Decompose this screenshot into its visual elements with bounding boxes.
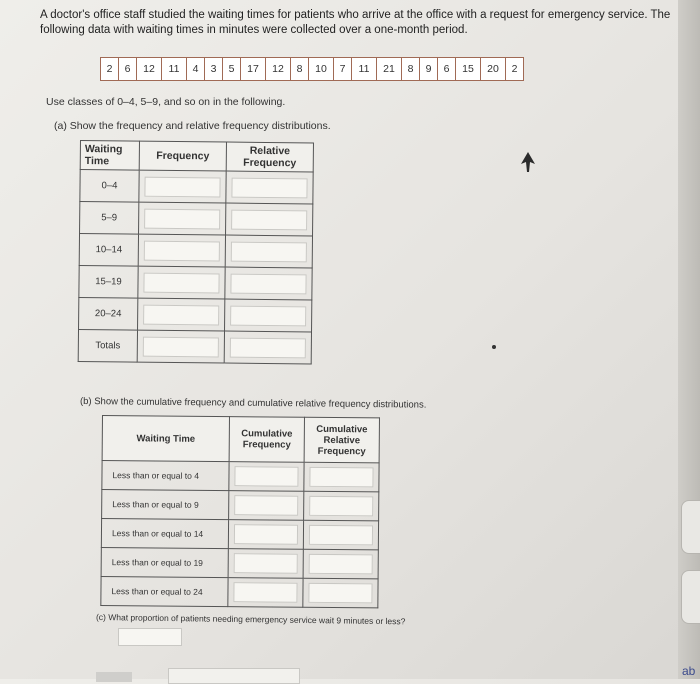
relative-frequency-total-cell [224,331,311,364]
relative-frequency-cell [226,171,313,204]
data-value: 5 [223,58,241,81]
cumulative-relative-frequency-cell [304,462,379,492]
cumulative-relative-frequency-cell [303,520,378,550]
relative-frequency-input[interactable] [231,209,307,230]
table-row [101,547,378,578]
totals-row [78,329,311,363]
frequency-input[interactable] [143,272,219,293]
cumulative-relative-frequency-input[interactable] [309,496,373,517]
table-row [102,490,379,521]
cumulative-frequency-input[interactable] [234,553,298,574]
frequency-input[interactable] [143,304,219,325]
header-frequency: Frequency [139,141,226,171]
header-cumulative-relative-frequency: Cumulative Relative Frequency [304,417,379,463]
submit-button[interactable] [96,672,132,682]
cumulative-frequency-input[interactable] [233,582,297,603]
cumulative-relative-frequency-input[interactable] [309,467,373,488]
cumulative-relative-frequency-input[interactable] [308,583,372,604]
cumulative-class-label: Less than or equal to 14 [101,519,228,549]
cursor-arrow-icon [520,151,536,173]
class-label: 0–4 [80,170,139,203]
header-relative-frequency: Relative Frequency [226,142,313,172]
data-value: 11 [352,58,377,81]
cumulative-frequency-cell [229,491,304,521]
waiting-times-data-table [100,57,524,81]
frequency-table [78,140,314,364]
classes-note: Use classes of 0–4, 5–9, and so on in the following. [46,96,286,108]
edge-button[interactable] [681,500,700,554]
frequency-total-cell [137,330,224,363]
cumulative-table [100,415,380,608]
header-cumulative-frequency: Cumulative Frequency [229,417,304,463]
data-value: 10 [309,58,334,81]
edge-button[interactable] [681,570,700,624]
frequency-total-input[interactable] [143,336,219,357]
part-a-prompt: (a) Show the frequency and relative frequency distributions. [54,120,331,132]
edge-text: ab [682,664,696,678]
data-value: 8 [291,58,309,81]
cumulative-class-label: Less than or equal to 9 [102,490,229,520]
class-label: 15–19 [79,265,138,298]
data-value: 2 [101,58,119,81]
data-value: 3 [205,58,223,81]
data-value: 8 [402,58,420,81]
data-value: 11 [162,58,187,81]
cumulative-class-label: Less than or equal to 4 [102,461,229,491]
relative-frequency-input[interactable] [231,177,307,198]
header-waiting-time: Waiting Time [80,141,139,171]
cumulative-relative-frequency-cell [303,578,378,608]
relative-frequency-total-input[interactable] [230,337,306,358]
cumulative-relative-frequency-cell [303,549,378,579]
data-value: 12 [137,58,162,81]
data-value: 20 [481,58,506,81]
part-b-prompt: (b) Show the cumulative frequency and cumulative relative frequency distributions. [79,396,427,411]
cumulative-frequency-cell [228,578,303,608]
relative-frequency-cell [225,267,312,300]
data-value: 9 [420,58,438,81]
answer-bar[interactable] [168,668,300,684]
frequency-input[interactable] [144,208,220,229]
data-value: 4 [187,58,205,81]
header-waiting-time: Waiting Time [102,416,229,462]
cumulative-frequency-input[interactable] [234,466,298,487]
cumulative-frequency-input[interactable] [234,524,298,545]
frequency-input[interactable] [144,176,220,197]
table-row [79,265,312,299]
frequency-cell [138,266,225,299]
data-value: 6 [119,58,137,81]
table-row [101,576,378,607]
cumulative-frequency-cell [229,462,304,492]
data-value: 17 [241,58,266,81]
frequency-table-header [80,141,313,172]
cumulative-class-label: Less than or equal to 19 [101,547,228,577]
data-value: 6 [438,58,456,81]
screen-speck [492,345,496,349]
data-value: 2 [506,58,524,81]
relative-frequency-cell [225,235,312,268]
cumulative-frequency-input[interactable] [234,495,298,516]
cumulative-relative-frequency-input[interactable] [309,525,373,546]
cumulative-table-header [102,416,379,463]
table-row [79,234,312,268]
table-row [101,519,378,550]
class-label: 5–9 [80,202,139,235]
relative-frequency-cell [225,299,312,332]
relative-frequency-cell [226,203,313,236]
part-c-prompt: (c) What proportion of patients needing emergency service wait 9 minutes or less? [95,612,406,627]
data-value: 7 [334,58,352,81]
table-row [80,202,313,236]
frequency-cell [139,202,226,235]
relative-frequency-input[interactable] [230,305,306,326]
relative-frequency-input[interactable] [231,241,307,262]
frequency-cell [139,170,226,203]
cumulative-class-label: Less than or equal to 24 [101,576,228,606]
cumulative-frequency-cell [228,549,303,579]
frequency-cell [138,234,225,267]
table-row [102,461,379,492]
frequency-input[interactable] [144,240,220,261]
relative-frequency-input[interactable] [230,273,306,294]
class-label: 10–14 [79,234,138,267]
data-value: 15 [456,58,481,81]
totals-label: Totals [78,329,137,362]
class-label: 20–24 [79,297,138,330]
table-row [80,170,313,204]
data-row [101,58,524,81]
cumulative-frequency-cell [228,520,303,550]
problem-intro: A doctor's office staff studied the waiting times for patients who arrive at the office with a request for emergency service. The following data with waiting times in minutes were collected over a one-month period. [40,9,671,36]
table-row [79,297,312,331]
data-value: 12 [266,58,291,81]
frequency-cell [138,298,225,331]
cumulative-relative-frequency-input[interactable] [309,554,373,575]
data-value: 21 [377,58,402,81]
cumulative-relative-frequency-cell [304,491,379,521]
part-c-answer-input[interactable] [118,628,182,646]
